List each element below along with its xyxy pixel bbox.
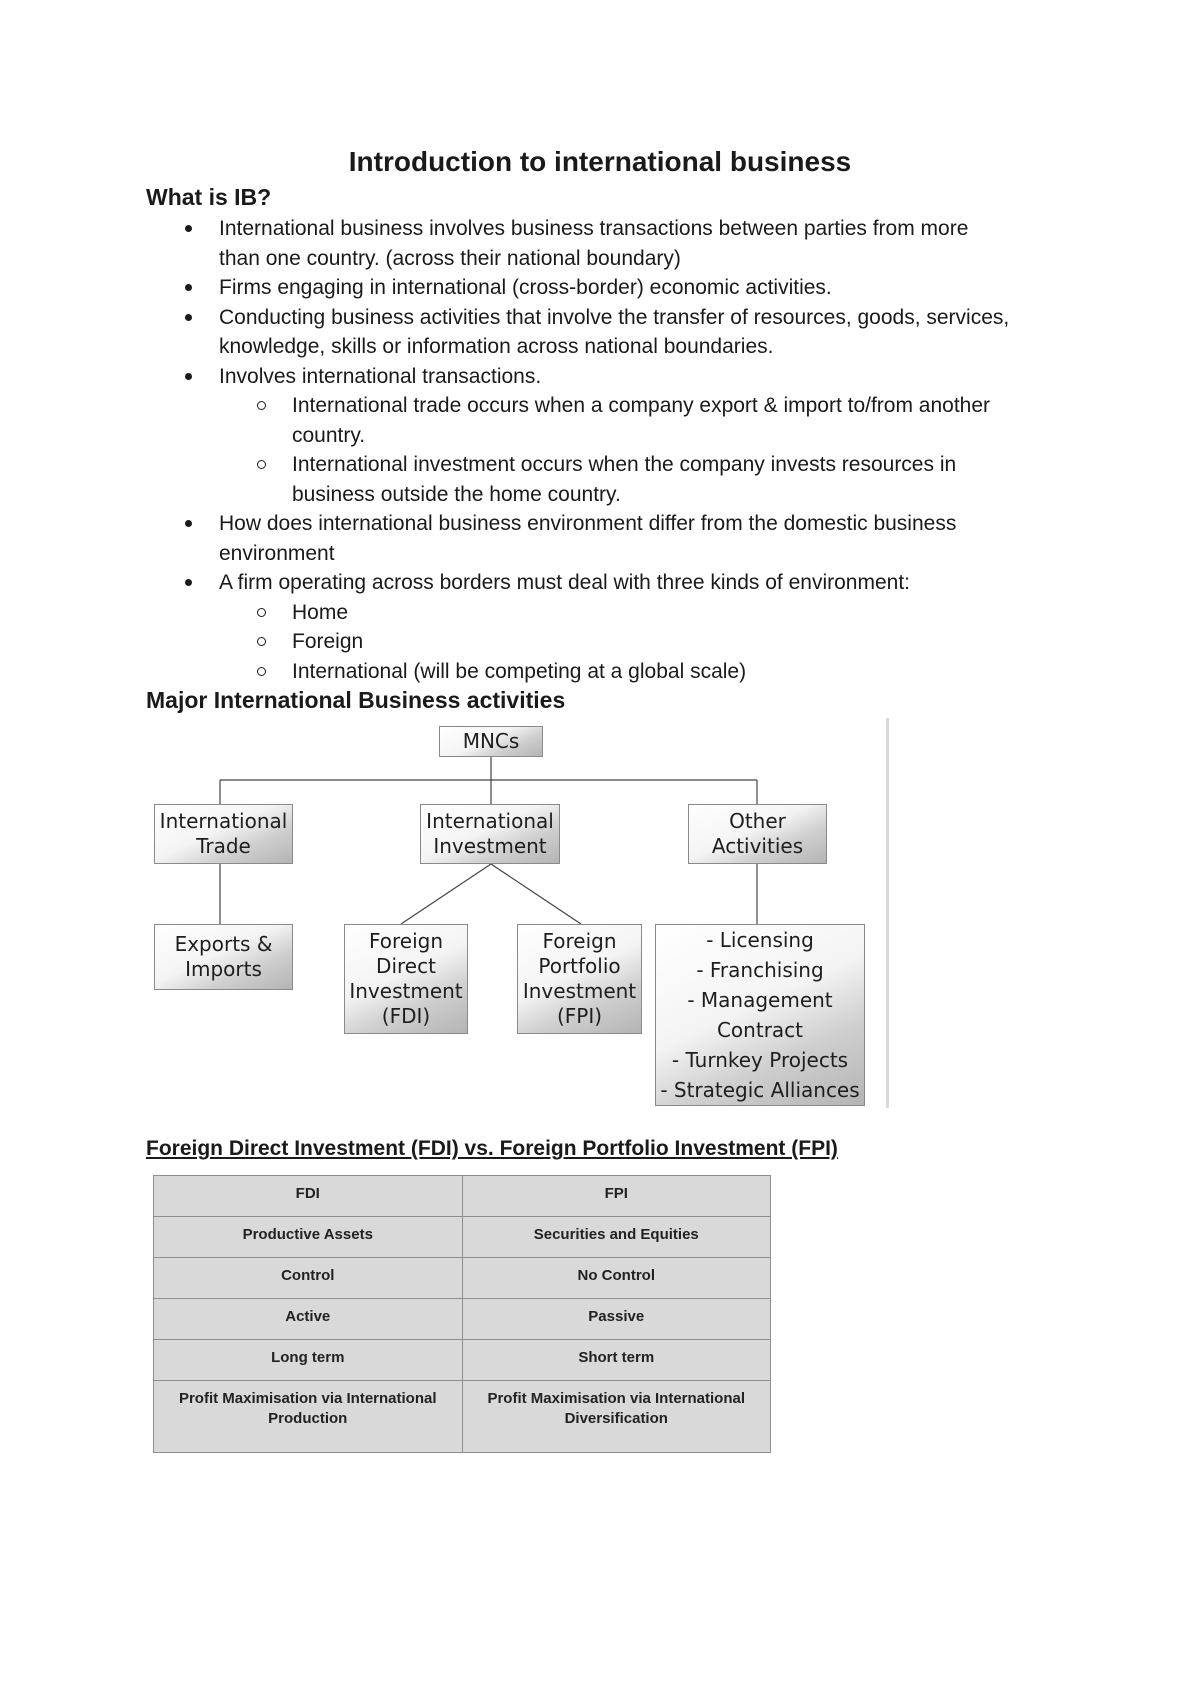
table-row — [154, 1299, 771, 1340]
section-heading-fdi-vs-fpi: Foreign Direct Investment (FDI) vs. Foreign Portfolio Investment (FPI) — [146, 1137, 838, 1160]
node-fpi: Foreign Portfolio Investment (FPI) — [517, 924, 642, 1034]
table-cell: Passive — [462, 1299, 771, 1340]
bullet-line: than one country. (across their national boundary) — [219, 246, 681, 270]
table-cell: Control — [154, 1258, 463, 1299]
bullet-line: environment — [219, 541, 335, 565]
bullet-line: knowledge, skills or information across national boundaries. — [219, 335, 774, 358]
table-header-row — [154, 1176, 771, 1217]
table-header-cell: FDI — [154, 1176, 463, 1217]
node-international-investment: International Investment — [420, 804, 560, 864]
table-header-cell: FPI — [462, 1176, 771, 1217]
bullet-line: business outside the home country. — [292, 482, 621, 506]
section-heading-what-is-ib: What is IB? — [146, 184, 272, 210]
table-cell: Short term — [462, 1340, 771, 1381]
section-heading-major-activities: Major International Business activities — [146, 687, 566, 713]
bullet-line: Involves international transactions. — [219, 364, 542, 388]
bullet-item — [146, 362, 1086, 392]
node-international-trade: International Trade — [154, 804, 293, 864]
table-row — [154, 1381, 771, 1453]
bullet-line: International investment occurs when the company invests resources in — [292, 453, 957, 476]
table-cell: Long term — [154, 1340, 463, 1381]
table-cell: Profit Maximisation via International Diversification — [462, 1381, 771, 1453]
node-other-activities-list: - Licensing - Franchising - Management Contract - Turnkey Projects - Strategic Alliances — [655, 924, 865, 1106]
bullet-line: International (will be competing at a global scale) — [292, 659, 747, 683]
sub-bullet-item — [146, 627, 1086, 657]
bullet-line: Firms engaging in international (cross-border) economic activities. — [219, 276, 832, 299]
node-other-activities: Other Activities — [688, 804, 827, 864]
bullet-list — [146, 214, 1086, 686]
bullet-item — [146, 273, 1086, 303]
sub-bullet-item — [146, 450, 1086, 509]
table-cell: Securities and Equities — [462, 1217, 771, 1258]
bullet-line: country. — [292, 423, 366, 447]
org-diagram — [146, 712, 902, 1120]
table-cell: Profit Maximisation via International Production — [154, 1381, 463, 1453]
bullet-item — [146, 303, 1086, 362]
node-exports-imports: Exports & Imports — [154, 924, 293, 990]
sub-bullet-item — [146, 598, 1086, 628]
table-row — [154, 1217, 771, 1258]
bullet-line: International trade occurs when a company export & import to/from another — [292, 394, 991, 417]
table-row — [154, 1258, 771, 1299]
bullet-line: International business involves business transactions between parties from more — [219, 217, 969, 240]
sub-bullet-item — [146, 391, 1086, 450]
fdi-fpi-table — [153, 1175, 771, 1453]
node-mncs: MNCs — [439, 726, 543, 757]
node-fdi: Foreign Direct Investment (FDI) — [344, 924, 468, 1034]
bullet-line: Foreign — [292, 630, 364, 653]
bullet-item — [146, 568, 1086, 598]
sub-bullet-item — [146, 657, 1086, 687]
bullet-item — [146, 214, 1086, 273]
page-title: Introduction to international business — [348, 146, 852, 177]
bullet-line: Home — [292, 600, 349, 624]
bullet-line: How does international business environment differ from the domestic business — [219, 512, 957, 535]
bullet-item — [146, 509, 1086, 568]
bullet-line: A firm operating across borders must deal with three kinds of environment: — [219, 571, 910, 594]
table-cell: No Control — [462, 1258, 771, 1299]
table-row — [154, 1340, 771, 1381]
table-cell: Productive Assets — [154, 1217, 463, 1258]
table-cell: Active — [154, 1299, 463, 1340]
bullet-line: Conducting business activities that involve the transfer of resources, goods, services, — [219, 305, 1010, 329]
